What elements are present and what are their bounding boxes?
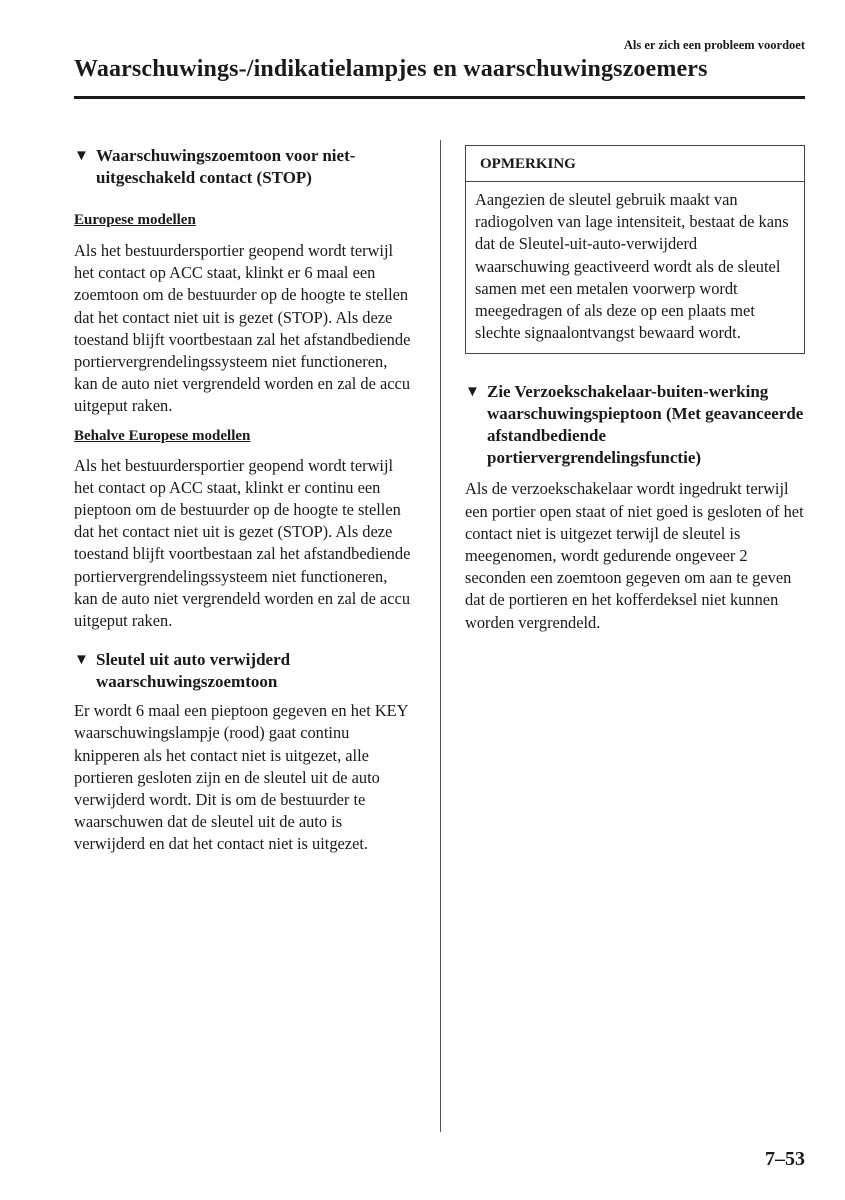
title-rule [74, 96, 805, 99]
paragraph-request-switch: Als de verzoekschakelaar wordt ingedrukt terwijl een portier open staat of niet goed is gesloten of het contact niet is uitgezet terwijl de sleutel is meegenomen, wordt gedurende ongeveer 2 seconden een zoemtoon gegeven om aan te geven dat de portieren en het kofferdeksel niet kunnen worden vergrendeld. [465, 479, 804, 632]
paragraph-european-models: Als het bestuurdersportier geopend wordt terwijl het contact op ACC staat, klinkt er 6 maal een zoemtoon om de bestuurder op de hoogte te stellen dat het contact niet uit is gezet (STOP). Als deze toestand blijft voortbestaan zal het afstandbediende portiervergrendelingssysteem niet functioneren, kan de auto niet vergrendeld worden en zal de accu uitgeput raken. [74, 241, 411, 416]
note-title: OPMERKING [466, 146, 804, 182]
section-heading-key-removed-buzzer [74, 649, 414, 693]
heading-text: Sleutel uit auto verwijderd waarschuwingszoemtoon [96, 650, 291, 692]
heading-text: Waarschuwingszoemtoon voor niet-uitgeschakeld contact (STOP) [96, 146, 356, 187]
page-title: Waarschuwings-/indikatielampjes en waarschuwingszoemers [74, 56, 708, 82]
note-box [465, 145, 805, 354]
note-body: Aangezien de sleutel gebruik maakt van radiogolven van lage intensiteit, bestaat de kans dat de Sleutel-uit-auto-verwijderd waarschuwing geactiveerd wordt als de sleutel samen met een metalen voorwerp wordt meegedragen of als deze op een plaats met slechte signaalontvangst bewaard wordt. [475, 190, 789, 343]
subheading-non-european-models: Behalve Europese modellen [74, 427, 251, 444]
heading-text: Zie Verzoekschakelaar-buiten-werking waarschuwingspieptoon (Met geavanceerde afstandbediende portiervergrendelingsfunctie) [487, 382, 804, 468]
triangle-marker-icon: ▼ [465, 384, 480, 401]
paragraph-key-removed: Er wordt 6 maal een pieptoon gegeven en het KEY waarschuwingslampje (rood) gaat continu knipperen als het contact niet is uitgezet, alle portieren gesloten zijn en de sleutel uit de auto verwijderd wordt. Dit is om de bestuurder te waarschuwen dat de sleutel uit de auto is verwijderd en dat het contact niet is uitgezet. [74, 701, 408, 854]
left-column [74, 145, 414, 856]
breadcrumb: Als er zich een probleem voordoet [623, 38, 805, 52]
paragraph-non-european-models: Als het bestuurdersportier geopend wordt terwijl het contact op ACC staat, klinkt er continu een pieptoon om de bestuurder op de hoogte te stellen dat het contact niet uit is gezet (STOP). Als deze toestand blijft voortbestaan zal het afstandbediende portiervergrendelingssysteem niet functioneren, kan de auto niet vergrendeld worden en zal de accu uitgeput raken. [74, 455, 411, 631]
triangle-marker-icon: ▼ [74, 652, 89, 669]
section-heading-ignition-buzzer [74, 145, 414, 189]
page-number: 7–53 [765, 1148, 805, 1170]
subheading-european-models: Europese modellen [74, 212, 196, 228]
section-heading-request-switch-beep [465, 381, 805, 469]
right-column [465, 145, 805, 634]
column-divider [440, 140, 441, 1132]
triangle-marker-icon: ▼ [74, 148, 89, 164]
